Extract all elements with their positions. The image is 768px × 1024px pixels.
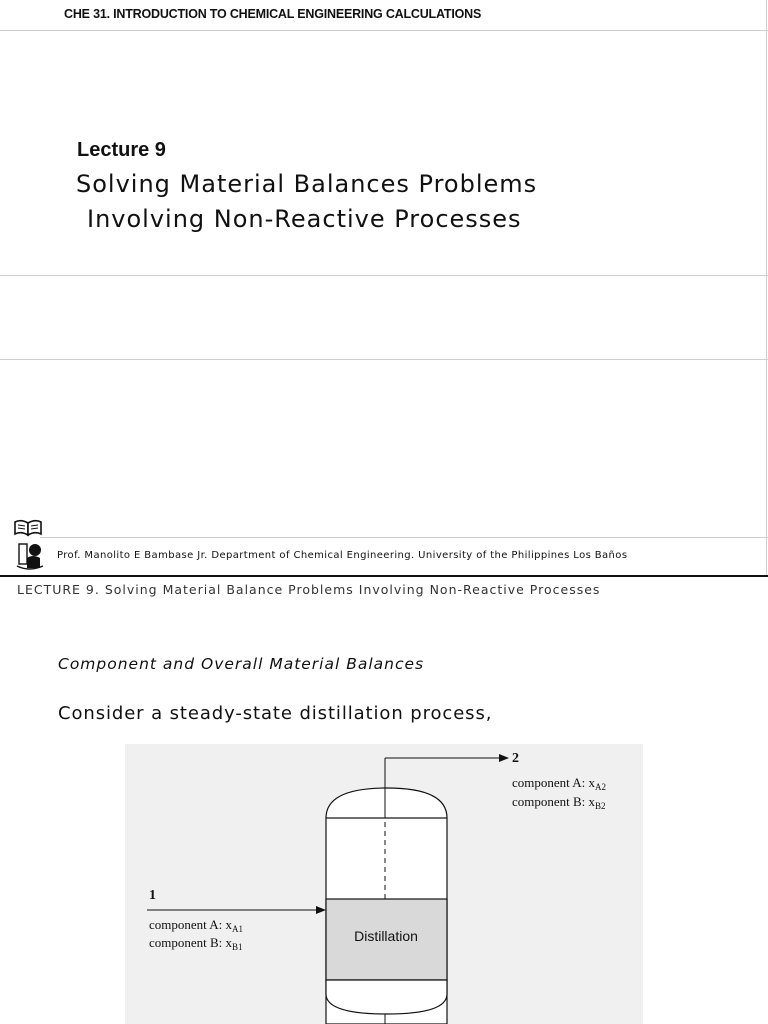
stream1-comp-b: component B: $x_{B1}$ [149, 935, 243, 952]
unit-label: Distillation [354, 928, 418, 944]
footer-rule [40, 537, 768, 538]
footer-credit: Prof. Manolito E Bambase Jr. Department of Chemical Engineering. University of the Philippines Los Baños [57, 550, 628, 561]
stream1-number: 1 [149, 888, 156, 903]
intro-text: Consider a steady-state distillation process, [58, 703, 493, 724]
distillation-diagram [125, 744, 643, 1024]
title-bottom-rule [0, 275, 768, 276]
column-top-cap [326, 788, 447, 818]
stream1-comp-a: component A: $x_{A1}$ [149, 917, 244, 934]
book-reader-logo-icon [13, 518, 45, 572]
mid-rule [0, 359, 768, 360]
stream2-comp-a: component A: $x_{A2}$ [512, 775, 607, 792]
lecture-label: Lecture 9 [77, 139, 166, 161]
stream2-comp-b: component B: $x_{B2}$ [512, 794, 606, 811]
course-header: CHE 31. INTRODUCTION TO CHEMICAL ENGINEERING CALCULATIONS [64, 7, 482, 21]
lecture-title-line2: Involving Non-Reactive Processes [87, 205, 522, 233]
stream2-number: 2 [512, 751, 519, 766]
section-subtitle: Component and Overall Material Balances [58, 655, 425, 673]
slide-divider [0, 575, 768, 577]
header-rule [0, 30, 768, 31]
lecture-title-line1: Solving Material Balances Problems [76, 170, 538, 198]
column-bottom-cap [326, 980, 447, 1014]
slide2-header: LECTURE 9. Solving Material Balance Problems Involving Non-Reactive Processes [17, 582, 601, 597]
slide-right-border [766, 0, 767, 575]
